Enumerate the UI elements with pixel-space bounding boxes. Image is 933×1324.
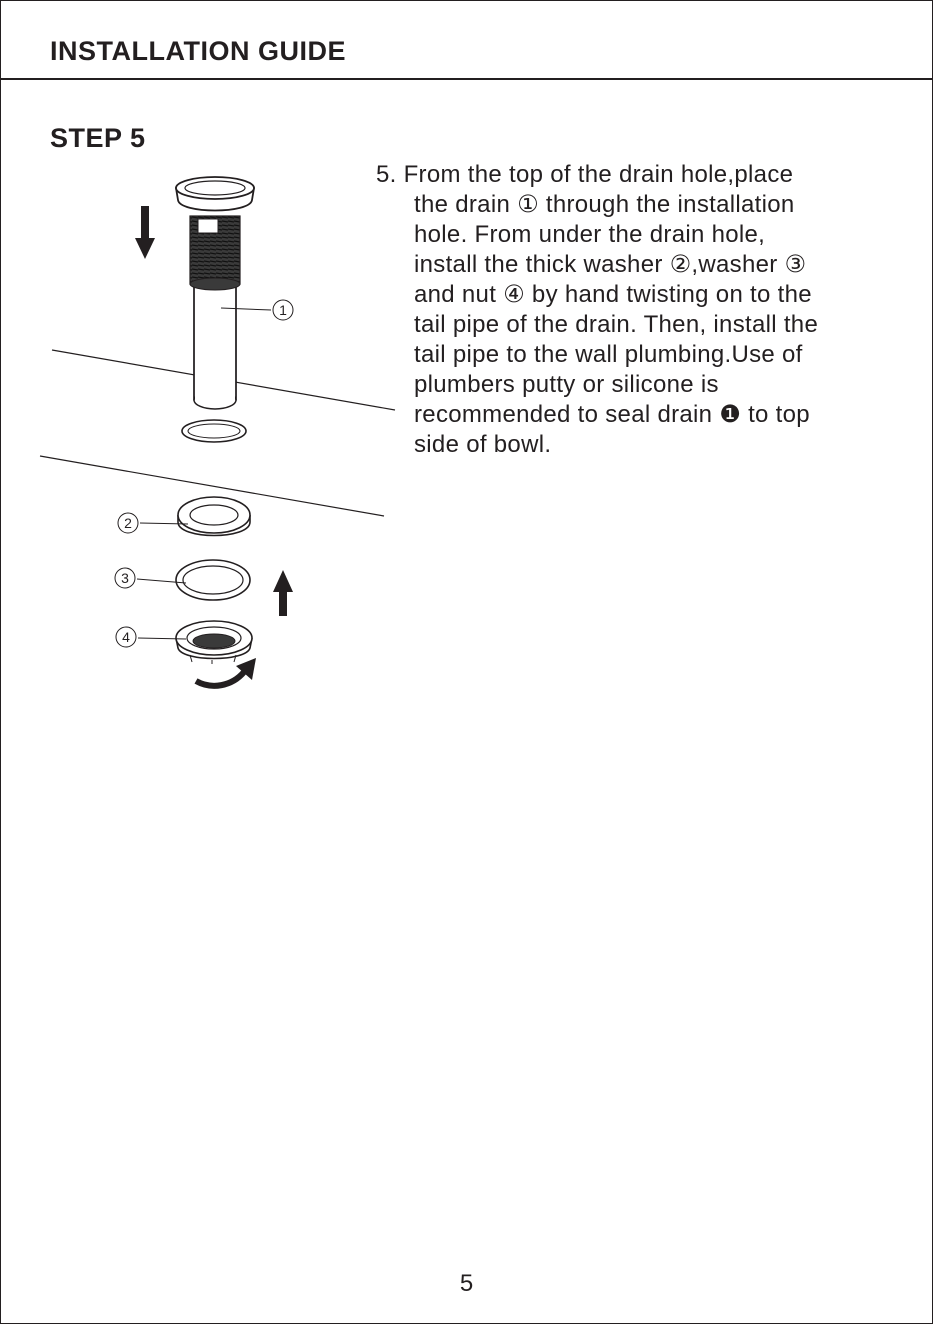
drain-installation-diagram	[0, 160, 400, 700]
callout-number: 2	[124, 515, 132, 531]
instruction-line: install the thick washer ②,washer ③	[414, 251, 807, 278]
thick-washer-2	[178, 497, 250, 536]
drain-hole	[182, 420, 246, 442]
page-number: 5	[459, 1270, 474, 1297]
instruction-line: side of bowl.	[414, 431, 552, 458]
up-arrow-icon	[273, 570, 293, 616]
callout-number: 4	[122, 629, 130, 645]
callout-number: 3	[121, 570, 129, 586]
header-divider	[0, 78, 933, 80]
callout-number: 1	[279, 302, 287, 318]
instruction-line: recommended to seal drain ❶ to top	[414, 401, 810, 428]
instruction-line: 5. From the top of the drain hole,place	[376, 161, 794, 188]
washer-3	[176, 560, 250, 600]
down-arrow-icon	[135, 206, 155, 259]
page-title: INSTALLATION GUIDE	[50, 36, 346, 66]
instruction-text	[376, 160, 916, 460]
callout-3	[115, 568, 186, 588]
twist-arrow-icon	[196, 658, 256, 686]
instruction-line: hole. From under the drain hole,	[414, 221, 766, 248]
instruction-line: tail pipe of the drain. Then, install the	[414, 311, 819, 338]
step-title: STEP 5	[50, 123, 146, 153]
instruction-line: and nut ④ by hand twisting on to the	[414, 281, 812, 308]
instruction-line: plumbers putty or silicone is	[414, 371, 719, 398]
nut-4	[176, 621, 252, 664]
instruction-line: the drain ① through the installation	[414, 191, 795, 218]
instruction-line: tail pipe to the wall plumbing.Use of	[414, 341, 803, 368]
